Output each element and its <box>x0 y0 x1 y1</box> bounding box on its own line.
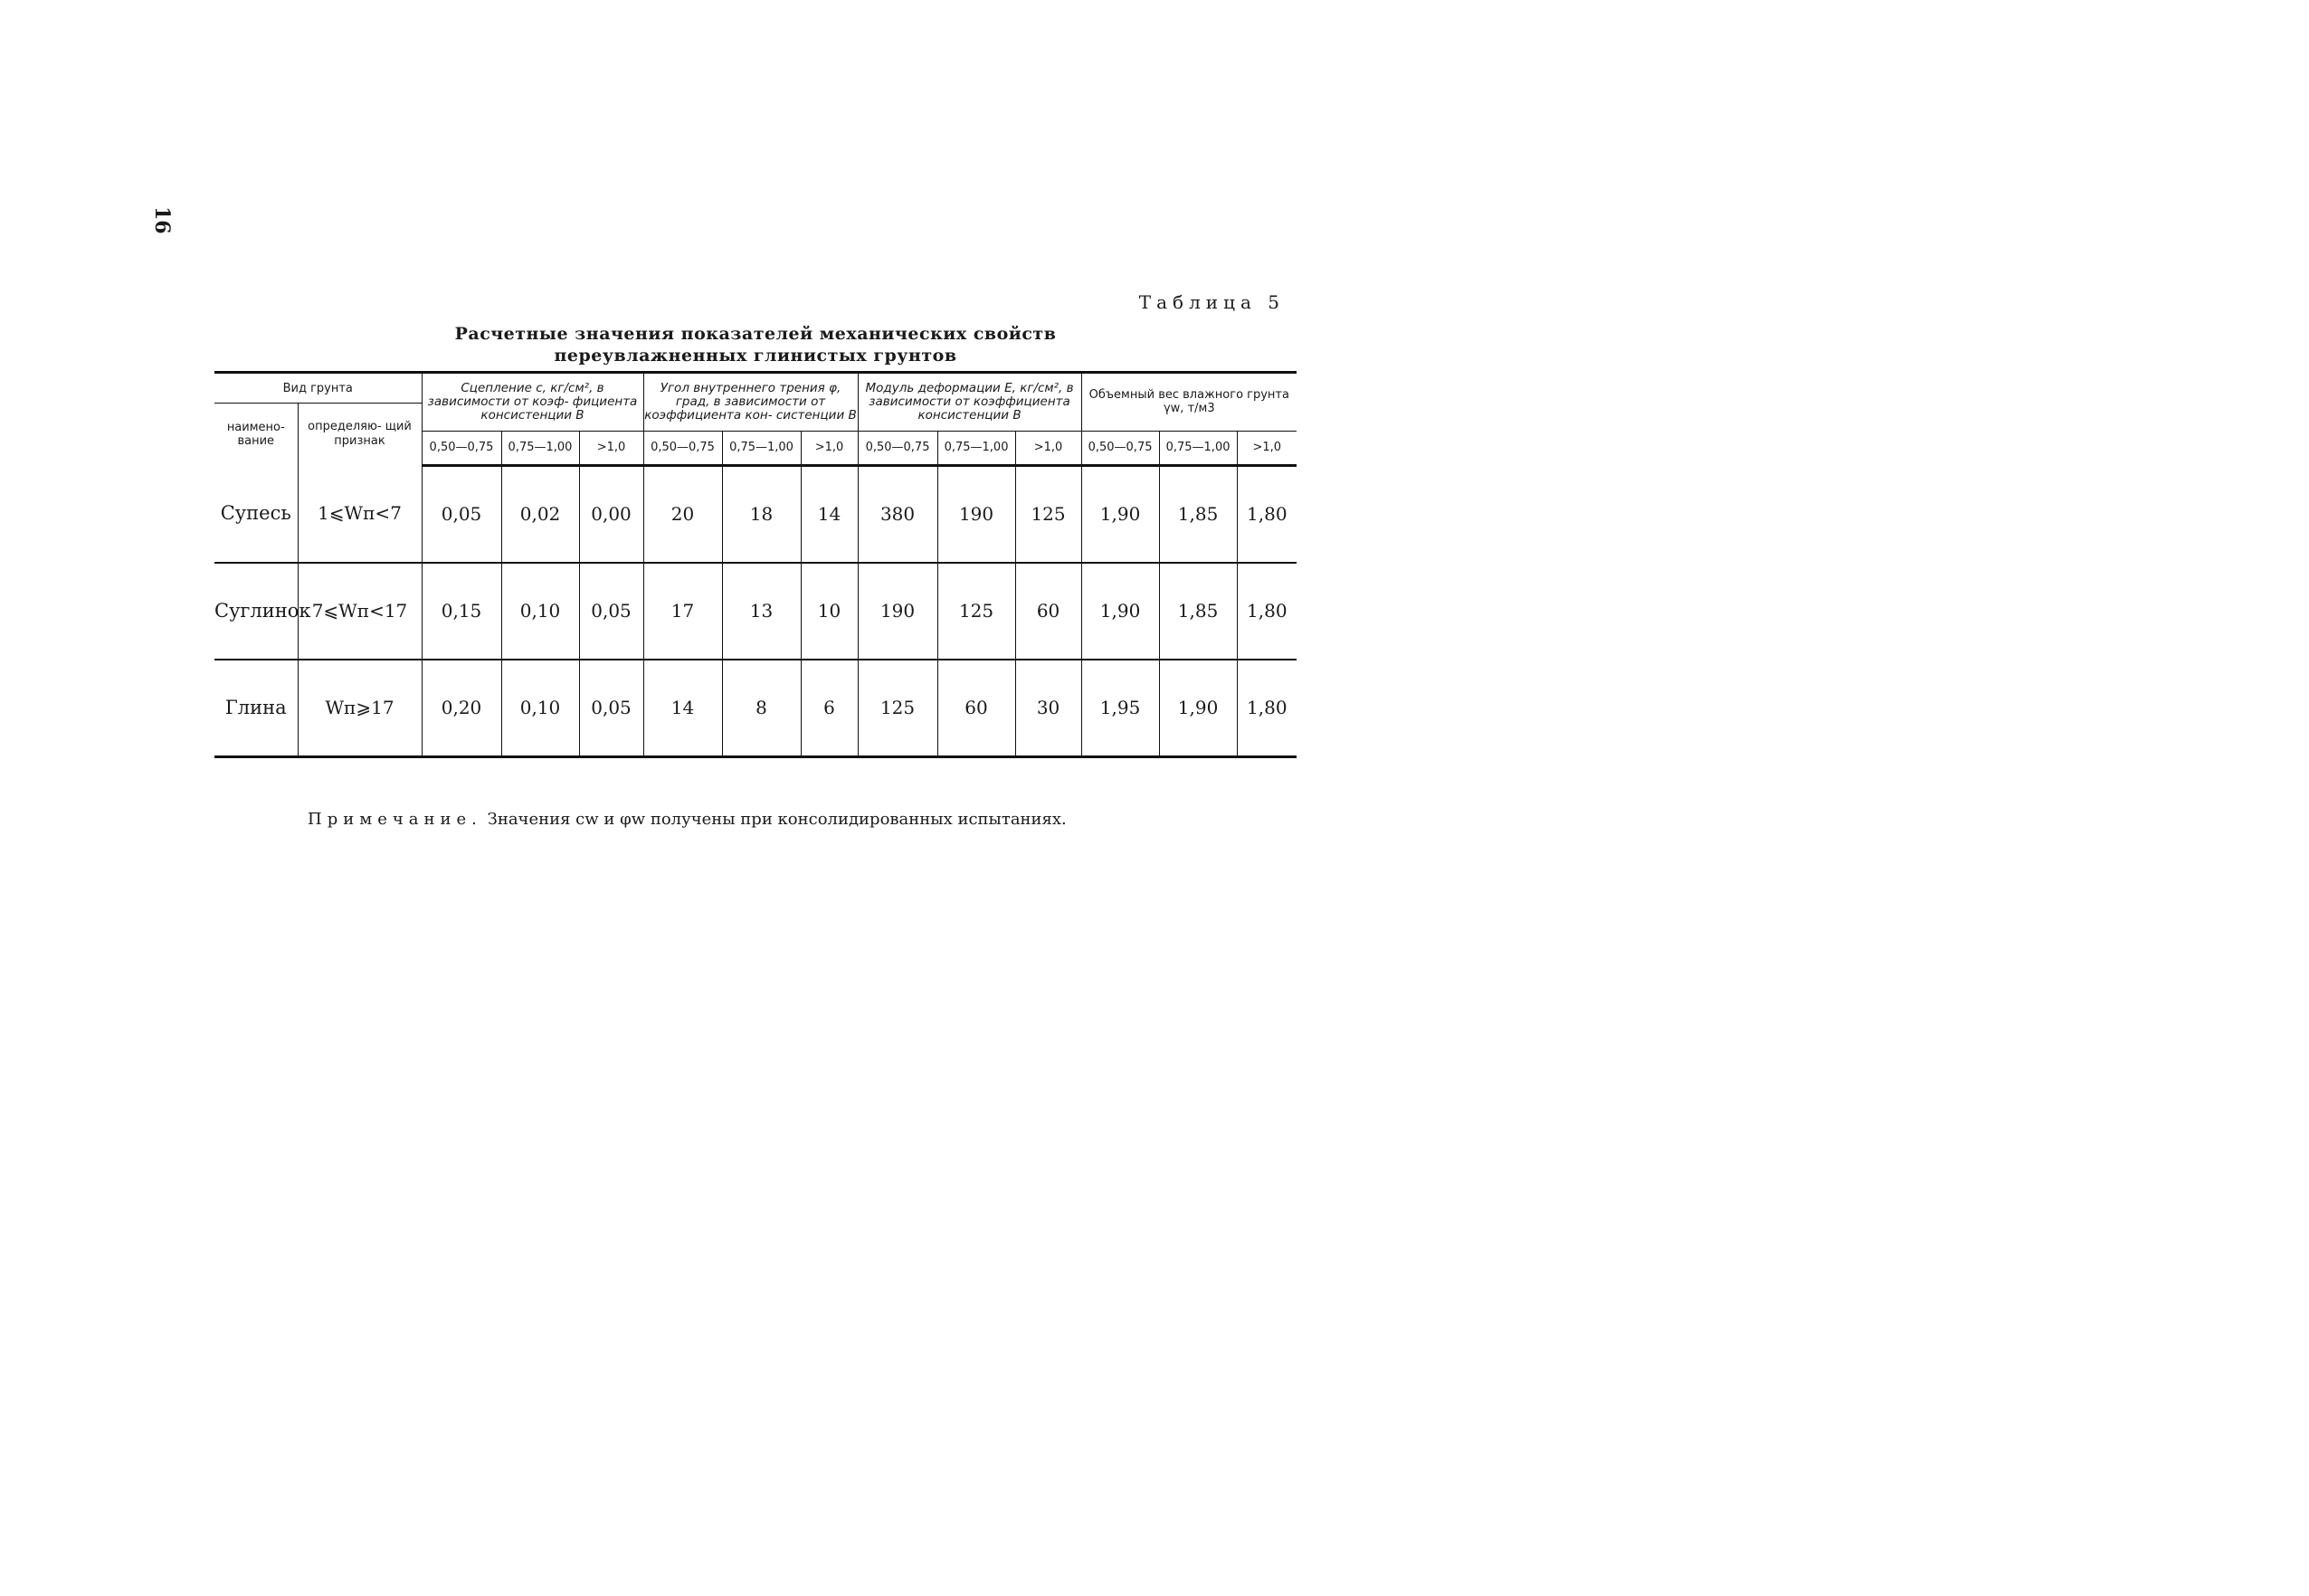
soil-feature: 1⩽Wп<7 <box>298 465 422 563</box>
table-row <box>214 465 1297 563</box>
range-weight-1: 0,50—0,75 <box>1081 431 1159 465</box>
range-modulus-3: >1,0 <box>1015 431 1081 465</box>
cohesion-value: 0,02 <box>501 465 579 563</box>
cohesion-value: 0,05 <box>579 660 643 757</box>
cohesion-value: 0,10 <box>501 563 579 660</box>
range-friction-2: 0,75—1,00 <box>722 431 801 465</box>
cohesion-value: 0,00 <box>579 465 643 563</box>
table-label: Таблица 5 <box>1138 291 1285 313</box>
friction-value: 10 <box>801 563 858 660</box>
title-line-2: переувлажненных глинистых грунтов <box>554 346 957 366</box>
range-cohesion-1: 0,50—0,75 <box>422 431 501 465</box>
modulus-value: 125 <box>937 563 1015 660</box>
table-title <box>380 323 1131 366</box>
header-friction-angle: Угол внутреннего трения φ, град, в зависимости от коэффициента кон- систенции B <box>643 373 858 432</box>
weight-value: 1,95 <box>1081 660 1159 757</box>
header-unit-weight: Объемный вес влажного грунта γw, т/м3 <box>1081 373 1297 432</box>
header-cohesion: Сцепление c, кг/см², в зависимости от коэф- фициента консистенции B <box>422 373 643 432</box>
range-weight-3: >1,0 <box>1237 431 1297 465</box>
modulus-value: 30 <box>1015 660 1081 757</box>
modulus-value: 380 <box>858 465 937 563</box>
friction-value: 6 <box>801 660 858 757</box>
footnote-text: Значения cw и φw получены при консолидированных испытаниях. <box>487 810 1067 829</box>
header-name: наимено- вание <box>226 421 285 448</box>
footnote <box>308 808 1212 831</box>
weight-value: 1,90 <box>1159 660 1237 757</box>
range-friction-3: >1,0 <box>801 431 858 465</box>
modulus-value: 190 <box>937 465 1015 563</box>
cohesion-value: 0,05 <box>422 465 501 563</box>
weight-value: 1,80 <box>1237 563 1297 660</box>
friction-value: 14 <box>643 660 722 757</box>
modulus-value: 60 <box>1015 563 1081 660</box>
soil-name: Суглинок <box>214 563 298 660</box>
range-weight-2: 0,75—1,00 <box>1159 431 1237 465</box>
weight-value: 1,80 <box>1237 660 1297 757</box>
cohesion-value: 0,15 <box>422 563 501 660</box>
soil-feature: Wп⩾17 <box>298 660 422 757</box>
footnote-head: Примечание. <box>308 810 482 829</box>
weight-value: 1,90 <box>1081 465 1159 563</box>
range-cohesion-3: >1,0 <box>579 431 643 465</box>
weight-value: 1,85 <box>1159 465 1237 563</box>
properties-table <box>214 371 1297 758</box>
friction-value: 20 <box>643 465 722 563</box>
range-modulus-1: 0,50—0,75 <box>858 431 937 465</box>
modulus-value: 125 <box>1015 465 1081 563</box>
table-row <box>214 660 1297 757</box>
cohesion-value: 0,05 <box>579 563 643 660</box>
modulus-value: 190 <box>858 563 937 660</box>
table-row <box>214 563 1297 660</box>
friction-value: 17 <box>643 563 722 660</box>
header-deformation-modulus: Модуль деформации E, кг/см², в зависимости от коэффициента консистенции B <box>858 373 1081 432</box>
soil-name: Глина <box>214 660 298 757</box>
header-defining-feature: определяю- щий признак <box>298 404 422 466</box>
cohesion-value: 0,20 <box>422 660 501 757</box>
soil-feature: 7⩽Wп<17 <box>298 563 422 660</box>
range-friction-1: 0,50—0,75 <box>643 431 722 465</box>
friction-value: 8 <box>722 660 801 757</box>
range-modulus-2: 0,75—1,00 <box>937 431 1015 465</box>
modulus-value: 125 <box>858 660 937 757</box>
weight-value: 1,90 <box>1081 563 1159 660</box>
title-line-1: Расчетные значения показателей механических свойств <box>454 324 1057 344</box>
page-number: 16 <box>150 206 174 234</box>
friction-value: 13 <box>722 563 801 660</box>
friction-value: 14 <box>801 465 858 563</box>
weight-value: 1,80 <box>1237 465 1297 563</box>
modulus-value: 60 <box>937 660 1015 757</box>
soil-name: Супесь <box>214 465 298 563</box>
weight-value: 1,85 <box>1159 563 1237 660</box>
friction-value: 18 <box>722 465 801 563</box>
header-soil-type: Вид грунта <box>214 373 422 404</box>
range-cohesion-2: 0,75—1,00 <box>501 431 579 465</box>
cohesion-value: 0,10 <box>501 660 579 757</box>
